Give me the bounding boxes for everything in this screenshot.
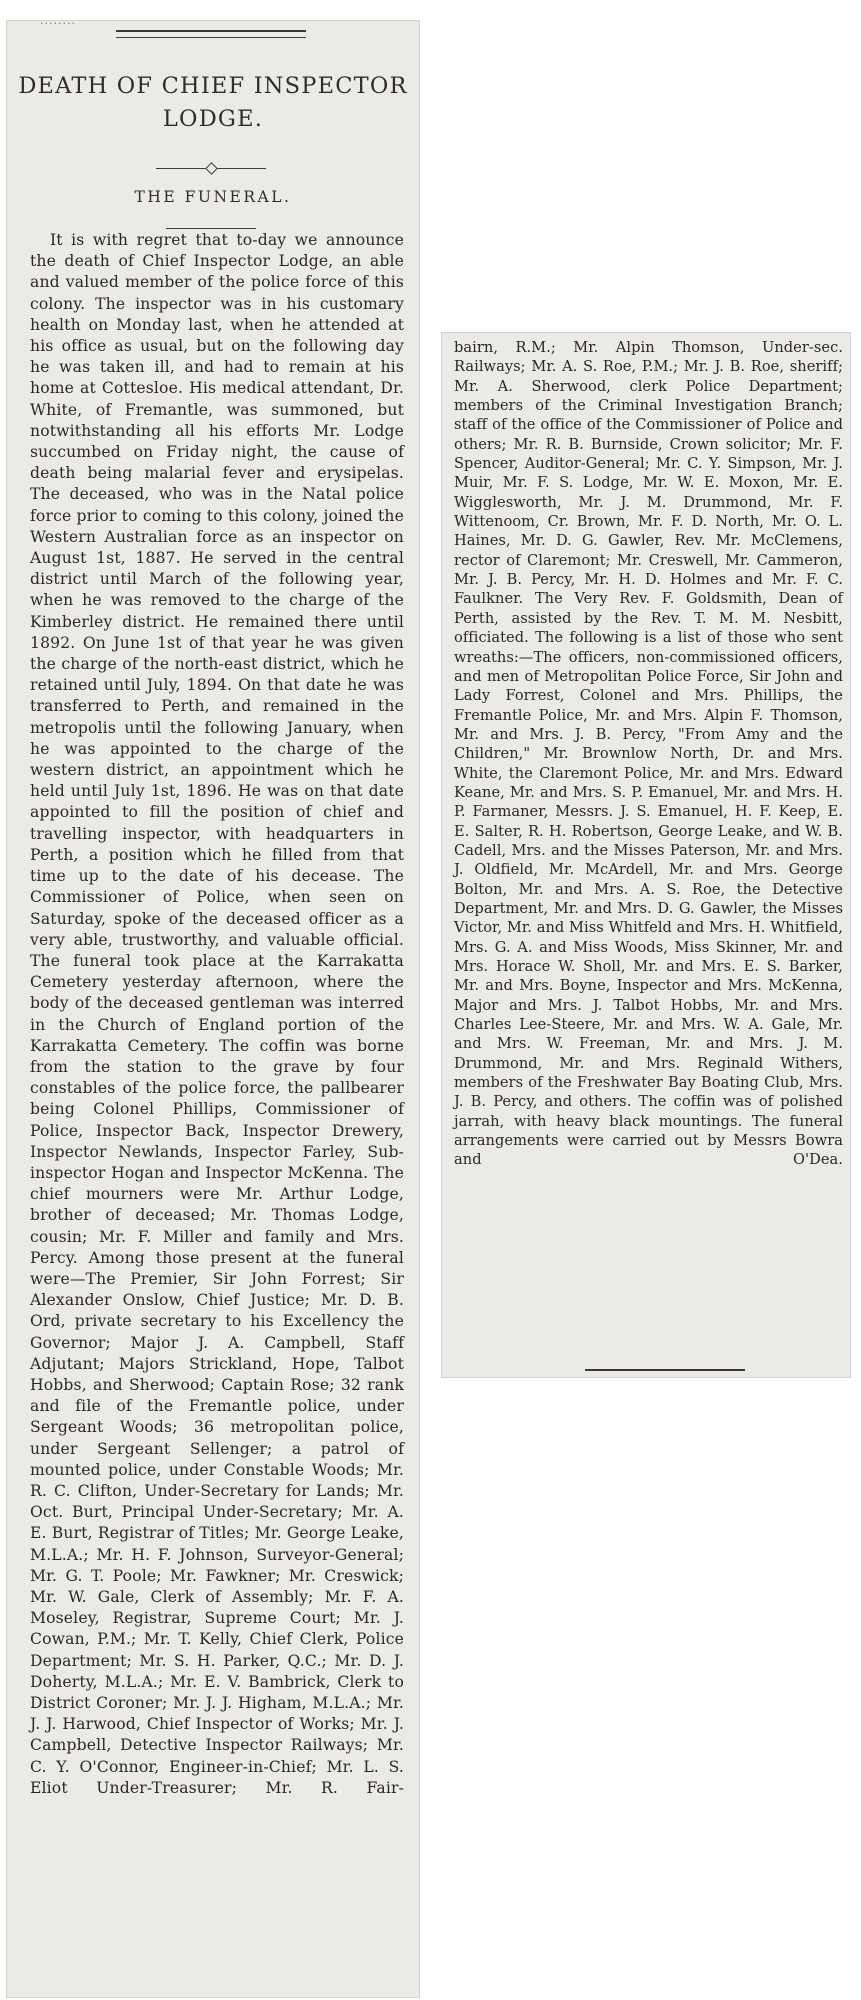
end-rule bbox=[585, 1369, 745, 1374]
article-text-left-column: It is with regret that to-day we announce the death of Chief Inspector Lodge, an able and valued member of the police force of this colony. The inspector was in his customary health on Monday last, when he attended at his office as usual, but on the following day he was taken ill, and had to remain at his home at Cottesloe. His medical attendant, Dr. White, of Fremantle, was summoned, but notwithstanding all his efforts Mr. Lodge succumbed on Friday night, the cause of death being malarial fever and erysipelas. The deceased, who was in the Natal police force prior to coming to this colony, joined the Western Australian force as an inspector on August 1st, 1887. He served in the central district until March of the following year, when he was removed to the charge of the Kimberley district. He remained there until 1892. On June 1st of that year he was given the charge of the north-east district, which he retained until July, 1894. On that date he was transferred to Perth, and remained in the metropolis until the following January, when he was appointed to the charge of the western district, an appointment which he held until July 1st, 1896. He was on that date appointed to fill the position of chief and travelling inspector, with headquarters in Perth, a position which he filled from that time up to the date of his decease. The Commissioner of Police, when seen on Saturday, spoke of the deceased officer as a very able, trustworthy, and valuable official. The funeral took place at the Karrakatta Cemetery yesterday afternoon, where the body of the deceased gentleman was interred in the Church of England portion of the Karrakatta Cemetery. The coffin was borne from the station to the grave by four constables of the police force, the pallbearer being Colonel Phillips, Commissioner of Police, Inspector Back, Inspector Drewery, Inspector Newlands, Inspector Farley, Sub-inspector Hogan and Inspector McKenna. The chief mourners were Mr. Arthur Lodge, brother of deceased; Mr. Thomas Lodge, cousin; Mr. F. Miller and family and Mrs. Percy. Among those present at the funeral were—The Premier, Sir John Forrest; Sir Alexander Onslow, Chief Justice; Mr. D. B. Ord, private secretary to his Excellency the Governor; Major J. A. Campbell, Staff Adjutant; Majors Strickland, Hope, Talbot Hobbs, and Sherwood; Captain Rose; 32 rank and file of the Fremantle police, under Sergeant Woods; 36 metropolitan police, under Sergeant Sellenger; a patrol of mounted police, under Constable Woods; Mr. R. C. Clifton, Under-Secretary for Lands; Mr. Oct. Burt, Principal Under-Secretary; Mr. A. E. Burt, Registrar of Titles; Mr. George Leake, M.L.A.; Mr. H. F. Johnson, Surveyor-General; Mr. G. T. Poole; Mr. Fawkner; Mr. Creswick; Mr. W. Gale, Clerk of Assembly; Mr. F. A. Moseley, Registrar, Supreme Court; Mr. J. Cowan, P.M.; Mr. T. Kelly, Chief Clerk, Police Department; Mr. S. H. Parker, Q.C.; Mr. D. J. Doherty, M.L.A.; Mr. E. V. Bambrick, Clerk to District Coroner; Mr. J. J. Higham, M.L.A.; Mr. J. J. Harwood, Chief Inspector of Works; Mr. J. Campbell, Detective Inspector Railways; Mr. C. Y. O'Connor, Engineer-in-Chief; Mr. L. S. Eliot Under-Treasurer; Mr. R. Fair- bbox=[30, 231, 404, 1797]
headline-line-2: LODGE. bbox=[162, 106, 264, 132]
clipping-edge-text: ........ bbox=[40, 14, 76, 27]
top-double-rule bbox=[116, 30, 306, 38]
subheading: THE FUNERAL. bbox=[134, 188, 292, 206]
short-divider bbox=[166, 228, 256, 229]
article-text-right-column: bairn, R.M.; Mr. Alpin Thomson, Under-sec. Railways; Mr. A. S. Roe, P.M.; Mr. J. B. Roe, sheriff; Mr. A. Sherwood, clerk Police Department; members of the Criminal Investigation Branch; staff of the office of the Commissioner of Police and others; Mr. R. B. Burnside, Crown solicitor; Mr. F. Spencer, Auditor-General; Mr. C. Y. Simpson, Mr. J. Muir, Mr. F. S. Lodge, Mr. W. E. Moxon, Mr. E. Wigglesworth, Mr. J. M. Drummond, Mr. F. Wittenoom, Cr. Brown, Mr. F. D. North, Mr. O. L. Haines, Mr. D. G. Gawler, Rev. Mr. McClemens, rector of Claremont; Mr. Creswell, Mr. Cammeron, Mr. J. B. Percy, Mr. H. D. Holmes and Mr. F. C. Faulkner. The Very Rev. F. Goldsmith, Dean of Perth, assisted by the Rev. T. M. M. Nesbitt, officiated. The following is a list of those who sent wreaths:—The officers, non-commissioned officers, and men of Metropolitan Police Force, Sir John and Lady Forrest, Colonel and Mrs. Phillips, the Fremantle Police, Mr. and Mrs. Alpin F. Thomson, Mr. and Mrs. J. B. Percy, "From Amy and the Children," Mr. Brownlow North, Dr. and Mrs. White, the Claremont Police, Mr. and Mrs. Edward Keane, Mr. and Mrs. S. P. Emanuel, Mr. and Mrs. H. P. Farmaner, Messrs. J. S. Emanuel, H. F. Keep, E. E. Salter, R. H. Robertson, George Leake, and W. B. Cadell, Mrs. and the Misses Paterson, Mr. and Mrs. J. Oldfield, Mr. McArdell, Mr. and Mrs. George Bolton, Mr. and Mrs. A. S. Roe, the Detective Department, Mr. and Mrs. D. G. Gawler, the Misses Victor, Mr. and Miss Whitfeld and Mrs. H. Whitfield, Mrs. G. A. and Miss Woods, Miss Skinner, Mr. and Mrs. Horace W. Sholl, Mr. and Mrs. E. S. Barker, Mr. and Mrs. Boyne, Inspector and Mrs. McKenna, Major and Mrs. J. Talbot Hobbs, Mr. and Mrs. Charles Lee-Steere, Mr. and Mrs. W. A. Gale, Mr. and Mrs. W. Freeman, Mr. and Mrs. J. M. Drummond, Mr. and Mrs. Reginald Withers, members of the Freshwater Bay Boating Club, Mrs. J. B. Percy, and others. The coffin was of polished jarrah, with heavy black mountings. The funeral arrangements were carried out by Messrs Bowra and O'Dea. bbox=[454, 339, 843, 1169]
ornamental-divider bbox=[156, 168, 266, 169]
headline-line-1: DEATH OF CHIEF INSPECTOR bbox=[18, 73, 408, 99]
